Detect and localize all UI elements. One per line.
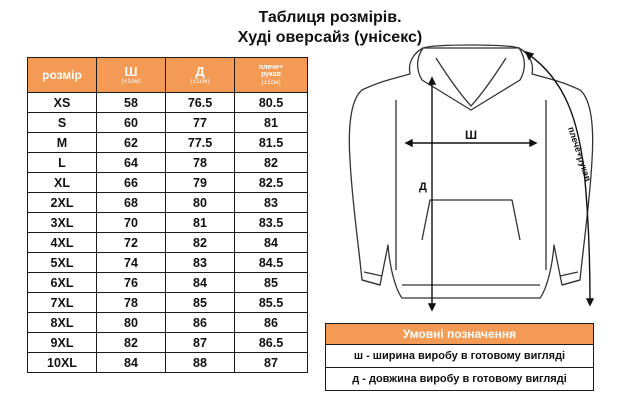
hoodie-diagram: [340, 40, 610, 320]
shoulder-sleeve-cell: 83.5: [235, 213, 308, 233]
length-cell: 84: [166, 273, 235, 293]
table-row: [28, 273, 308, 293]
width-cell: 76: [97, 273, 166, 293]
width-cell: 58: [97, 93, 166, 113]
size-cell: S: [28, 113, 97, 133]
table-row: [28, 353, 308, 373]
width-cell: 68: [97, 193, 166, 213]
title-line-2: Худі оверсайз (унісекс): [237, 29, 423, 46]
table-row: [28, 253, 308, 273]
shoulder-sleeve-cell: 87: [235, 353, 308, 373]
header-size: розмір: [28, 58, 97, 93]
size-cell: 4XL: [28, 233, 97, 253]
shoulder-sleeve-cell: 81: [235, 113, 308, 133]
sleeve-label: плече+рукав: [566, 125, 594, 183]
width-cell: 64: [97, 153, 166, 173]
legend-item-width: ш - ширина виробу в готовому вигляді: [326, 345, 594, 368]
size-cell: 3XL: [28, 213, 97, 233]
size-cell: 9XL: [28, 333, 97, 353]
width-cell: 84: [97, 353, 166, 373]
header-width: Ш (±1см): [97, 58, 166, 93]
width-cell: 74: [97, 253, 166, 273]
shoulder-sleeve-cell: 84: [235, 233, 308, 253]
length-cell: 76.5: [166, 93, 235, 113]
size-cell: 7XL: [28, 293, 97, 313]
size-cell: XS: [28, 93, 97, 113]
length-cell: 87: [166, 333, 235, 353]
length-cell: 77.5: [166, 133, 235, 153]
width-cell: 66: [97, 173, 166, 193]
table-row: [28, 193, 308, 213]
shoulder-sleeve-cell: 83: [235, 193, 308, 213]
length-cell: 79: [166, 173, 235, 193]
size-cell: 10XL: [28, 353, 97, 373]
shoulder-sleeve-cell: 82.5: [235, 173, 308, 193]
size-cell: L: [28, 153, 97, 173]
length-cell: 77: [166, 113, 235, 133]
length-cell: 81: [166, 213, 235, 233]
length-cell: 78: [166, 153, 235, 173]
length-cell: 86: [166, 313, 235, 333]
shoulder-sleeve-cell: 85: [235, 273, 308, 293]
table-row: [28, 133, 308, 153]
shoulder-sleeve-cell: 85.5: [235, 293, 308, 313]
size-table-body: [28, 93, 308, 373]
title-line-1: Таблиця розмірів.: [258, 9, 402, 26]
legend-heading: Умовні позначення: [326, 324, 594, 345]
hoodie-outline: [349, 48, 592, 298]
legend-item-length: д - довжина виробу в готовому вигляді: [326, 368, 594, 391]
width-cell: 72: [97, 233, 166, 253]
length-cell: 88: [166, 353, 235, 373]
table-row: [28, 233, 308, 253]
length-cell: 80: [166, 193, 235, 213]
size-cell: 5XL: [28, 253, 97, 273]
table-row: [28, 153, 308, 173]
shoulder-sleeve-cell: 86.5: [235, 333, 308, 353]
width-cell: 80: [97, 313, 166, 333]
table-row: [28, 113, 308, 133]
size-cell: XL: [28, 173, 97, 193]
length-label: Д: [419, 181, 427, 193]
header-length: Д (±1см): [166, 58, 235, 93]
width-cell: 60: [97, 113, 166, 133]
length-cell: 82: [166, 233, 235, 253]
size-cell: M: [28, 133, 97, 153]
table-row: [28, 213, 308, 233]
width-cell: 62: [97, 133, 166, 153]
legend-table: [325, 323, 594, 391]
shoulder-sleeve-cell: 82: [235, 153, 308, 173]
table-row: [28, 313, 308, 333]
length-cell: 83: [166, 253, 235, 273]
shoulder-sleeve-cell: 86: [235, 313, 308, 333]
width-cell: 70: [97, 213, 166, 233]
width-cell: 82: [97, 333, 166, 353]
length-measure: [429, 78, 435, 310]
size-table-header: [28, 58, 308, 93]
table-row: [28, 293, 308, 313]
width-cell: 78: [97, 293, 166, 313]
header-shoulder-sleeve: плече+ рукав (±1см): [235, 58, 308, 93]
width-label: Ш: [464, 128, 478, 142]
size-cell: 8XL: [28, 313, 97, 333]
shoulder-sleeve-cell: 84.5: [235, 253, 308, 273]
table-row: [28, 93, 308, 113]
table-row: [28, 333, 308, 353]
shoulder-sleeve-cell: 80.5: [235, 93, 308, 113]
size-cell: 6XL: [28, 273, 97, 293]
size-table: [27, 57, 308, 373]
length-cell: 85: [166, 293, 235, 313]
shoulder-sleeve-cell: 81.5: [235, 133, 308, 153]
size-cell: 2XL: [28, 193, 97, 213]
table-row: [28, 173, 308, 193]
